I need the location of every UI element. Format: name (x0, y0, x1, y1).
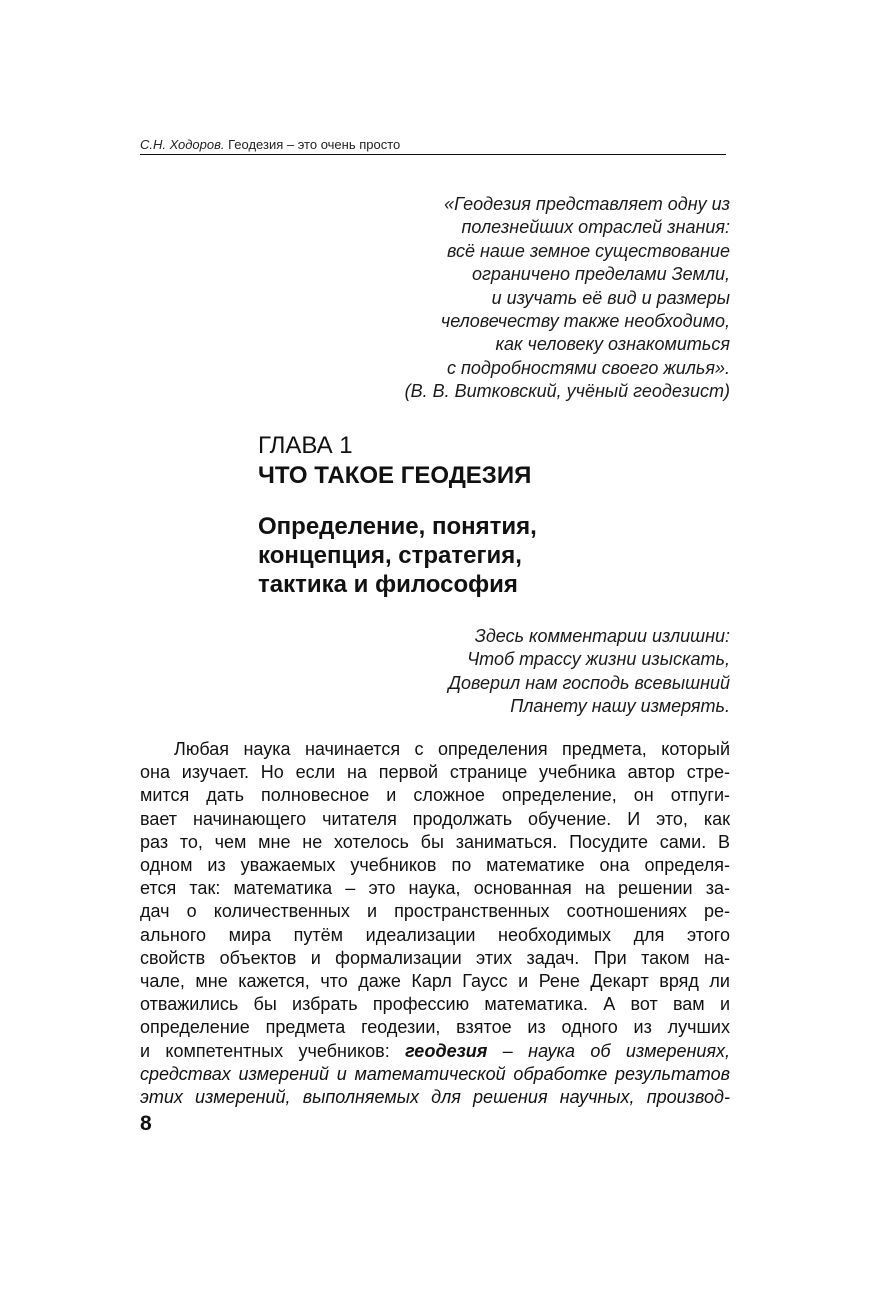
body-line: мится дать полновесное и сложное определение, он отпуги- (140, 785, 730, 806)
epigraph-verse-line: Здесь комментарии излишни: (474, 626, 730, 646)
epigraph-attribution: (В. В. Витковский, учёный геодезист) (404, 381, 730, 402)
epigraph-quote-line: человечеству также необходимо, (440, 311, 730, 332)
epigraph-verse-line: Чтоб трассу жизни изыскать, (467, 649, 730, 670)
chapter-label: ГЛАВА 1 (258, 432, 353, 459)
chapter-title: ЧТО ТАКОЕ ГЕОДЕЗИЯ (258, 462, 532, 489)
epigraph-quote-line: с подробностями своего жилья». (446, 357, 730, 378)
body-line: чале, мне кажется, что даже Карл Гаусс и Рене Декарт вряд ли (140, 971, 730, 992)
body-line-with-term (140, 1040, 730, 1063)
section-title-line: тактика и философия (258, 571, 518, 598)
body-line: ется так: математика – это наука, основанная на решении за- (140, 878, 730, 899)
section-title-line: Определение, понятия, (258, 513, 537, 540)
body-line: Любая наука начинается с определения предмета, который (174, 739, 730, 759)
body-line: одном из уважаемых учебников по математике она определя- (140, 855, 730, 876)
epigraph-quote-line: ограничено пределами Земли, (471, 264, 730, 285)
body-line: ального мира путём идеализации необходимых для этого (140, 924, 730, 945)
epigraph-verse-line: Доверил нам господь всевышний (448, 672, 730, 693)
epigraph-quote-line: «Геодезия представляет одну из (444, 194, 730, 214)
page-number: 8 (140, 1112, 152, 1135)
body-paragraph (140, 738, 730, 1109)
body-line: определение предмета геодезии, взятое из одного из лучших (140, 1017, 730, 1038)
body-line: отважились бы избрать профессию математика. А вот вам и (140, 994, 730, 1015)
epigraph-quote-line: всё наше земное существование (447, 240, 730, 261)
epigraph-quote (405, 193, 730, 404)
epigraph-quote-line: и изучать её вид и размеры (491, 287, 730, 308)
header-rule (140, 154, 726, 155)
section-title-line: концепция, стратегия, (258, 542, 522, 569)
body-line: дач о количественных и пространственных соотношениях ре- (140, 901, 730, 922)
section-title (258, 512, 537, 599)
running-head-title: Геодезия – это очень просто (224, 137, 401, 152)
body-line: вает начинающего читателя продолжать обучение. И это, как (140, 808, 730, 829)
defined-term: геодезия (405, 1040, 488, 1061)
definition-line: средствах измерений и математической обработке результатов (140, 1063, 730, 1084)
running-head (140, 137, 726, 153)
definition-text: – наука об измерениях, (487, 1040, 730, 1061)
epigraph-quote-line: как человеку ознакомиться (495, 334, 730, 355)
epigraph-verse-line: Планету нашу измерять. (510, 696, 730, 717)
running-head-author: С.Н. Ходоров. (140, 137, 225, 152)
body-line-text: и компетентных учебников: (140, 1040, 406, 1061)
body-line: раз то, чем мне не хотелось бы заниматься. Посудите сами. В (140, 831, 730, 852)
body-line: она изучает. Но если на первой странице учебника автор стре- (140, 762, 730, 783)
definition-line: этих измерений, выполняемых для решения научных, производ- (140, 1087, 730, 1108)
body-line: свойств объектов и формализации этих задач. При таком на- (140, 947, 730, 968)
epigraph-verse (448, 625, 730, 719)
epigraph-quote-line: полезнейших отраслей знания: (461, 217, 730, 238)
